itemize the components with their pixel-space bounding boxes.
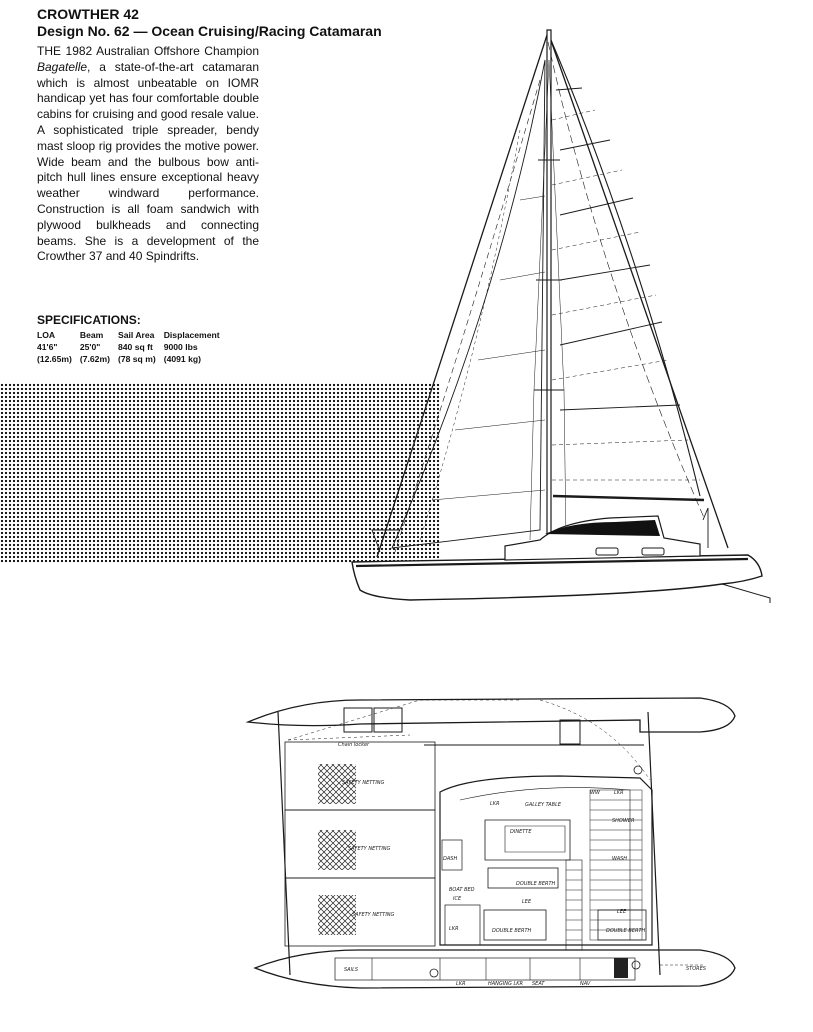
label-lkr-1: LKR [614,790,624,796]
upper-dash-panel [442,840,462,870]
upper-hull-outline [248,698,735,732]
spec-loa-imperial: 41'6" [37,342,58,352]
design-subtitle: Design No. 62 — Ocean Cruising/Racing Catamaran [37,23,382,39]
winch-2 [430,969,438,977]
label-shower: SHOWER [612,818,635,824]
boat-name: Bagatelle [37,59,88,74]
spec-beam-imperial: 25'0" [79,342,101,352]
cabin-inner-wall [460,788,630,940]
jib-sheet [420,130,520,540]
mainsail-leech [551,40,700,496]
netting-panel-1 [285,742,435,810]
netting-hatch-3 [318,895,356,935]
front-cross-beam [278,712,290,975]
cabin-window-band [545,520,660,536]
label-dash: DASH [443,856,458,862]
label-lee-2: LEE [617,909,627,915]
hatch-1 [344,708,372,732]
hull-bow-step [722,584,770,603]
winch-3 [632,961,640,969]
companionway-steps [566,860,582,950]
spec-sail-area-label: Sail Area [117,330,155,340]
sail-plan-drawing [352,30,770,603]
label-galley-table: GALLEY TABLE [525,802,562,808]
label-stores: STORES [686,966,706,972]
spec-displacement-metric: (4091 kg) [163,354,201,364]
boom [553,496,704,500]
winch-1 [634,766,642,774]
spec-beam-label: Beam [79,330,104,340]
label-netting-1: SAFETY NETTING [342,780,385,786]
deck-plan-drawing [248,698,735,988]
backstay-line [548,32,728,548]
description-body: , a state-of-the-art catamaran which is almost unbeatable on IOMR handicap yet has four comfortable double cabins for cruising and good resale value. A sophisticated triple spreader, bendy mast sloop rig provides the motive power. Wide beam and the bulbous bow anti-pitch hull lines ensure exceptional heavy weather windward performance. Construction is all foam sandwich with plywood bulkheads and connecting beams. She is a development of the Crowther 37 and 40 Spindrifts. [37,59,259,264]
label-wash: WASH [612,856,628,862]
label-lee-1: LEE [522,899,532,905]
hatch-3 [560,720,580,744]
sheet-line-3 [540,700,650,780]
sheet-line-1 [288,700,520,740]
spec-loa-label: LOA [37,330,56,340]
spec-loa-metric: (12.65m) [37,354,72,364]
label-nav: NAV [580,981,591,987]
label-sails: SAILS [344,967,359,973]
hatch-2 [374,708,402,732]
label-netting-3: SAFETY NETTING [352,912,395,918]
sheet-line-2 [288,735,410,740]
jib-sail [392,60,545,548]
spec-beam-metric: (7.62m) [79,354,110,364]
page-title: CROWTHER 42 [37,6,139,22]
label-ice: ICE [453,896,462,902]
mainsail-battens [556,88,680,410]
label-seat: SEAT [532,981,545,987]
label-ww: WW [590,790,600,796]
description-intro: THE 1982 Australian Offshore Champion [37,44,259,58]
lower-hull-locker-1 [445,905,480,945]
left-double-berth [484,910,546,940]
lower-hull-cabin [335,958,635,980]
spinnaker-outline [548,42,705,520]
genoa-outline [395,80,540,552]
bow-pulpit [703,508,708,548]
spec-displacement-imperial: 9000 lbs [163,342,198,352]
spec-sail-area-metric: (78 sq m) [117,354,156,364]
forestay-line [377,32,548,557]
label-double-berth-left: DOUBLE BERTH [492,928,532,934]
label-hanging-locker: HANGING LKR [488,981,524,987]
jib-seams [432,196,545,500]
lower-hull-divisions [372,958,580,980]
label-double-berth-right: DOUBLE BERTH [606,928,646,934]
mast-step [614,958,628,978]
netting-panel-2 [285,810,435,878]
specifications-heading: SPECIFICATIONS: [37,313,141,327]
mainsail-seams [552,110,700,480]
label-double-berth-center: DOUBLE BERTH [516,881,556,887]
label-lkr-2: LKR [449,926,459,932]
spec-sail-area-imperial: 840 sq ft [117,342,153,352]
label-netting-2: SAFETY NETTING [348,846,391,852]
mast [547,30,551,534]
aft-cross-beam [648,712,660,975]
spec-displacement-label: Displacement [163,330,220,340]
label-chain-locker: Chain locker [338,742,370,748]
label-lkr-3: LKR [456,981,466,987]
label-lkr-4: LKR [490,801,500,807]
label-boat-bed: BOAT BED [449,887,475,893]
label-dinette: DINETTE [510,829,532,835]
